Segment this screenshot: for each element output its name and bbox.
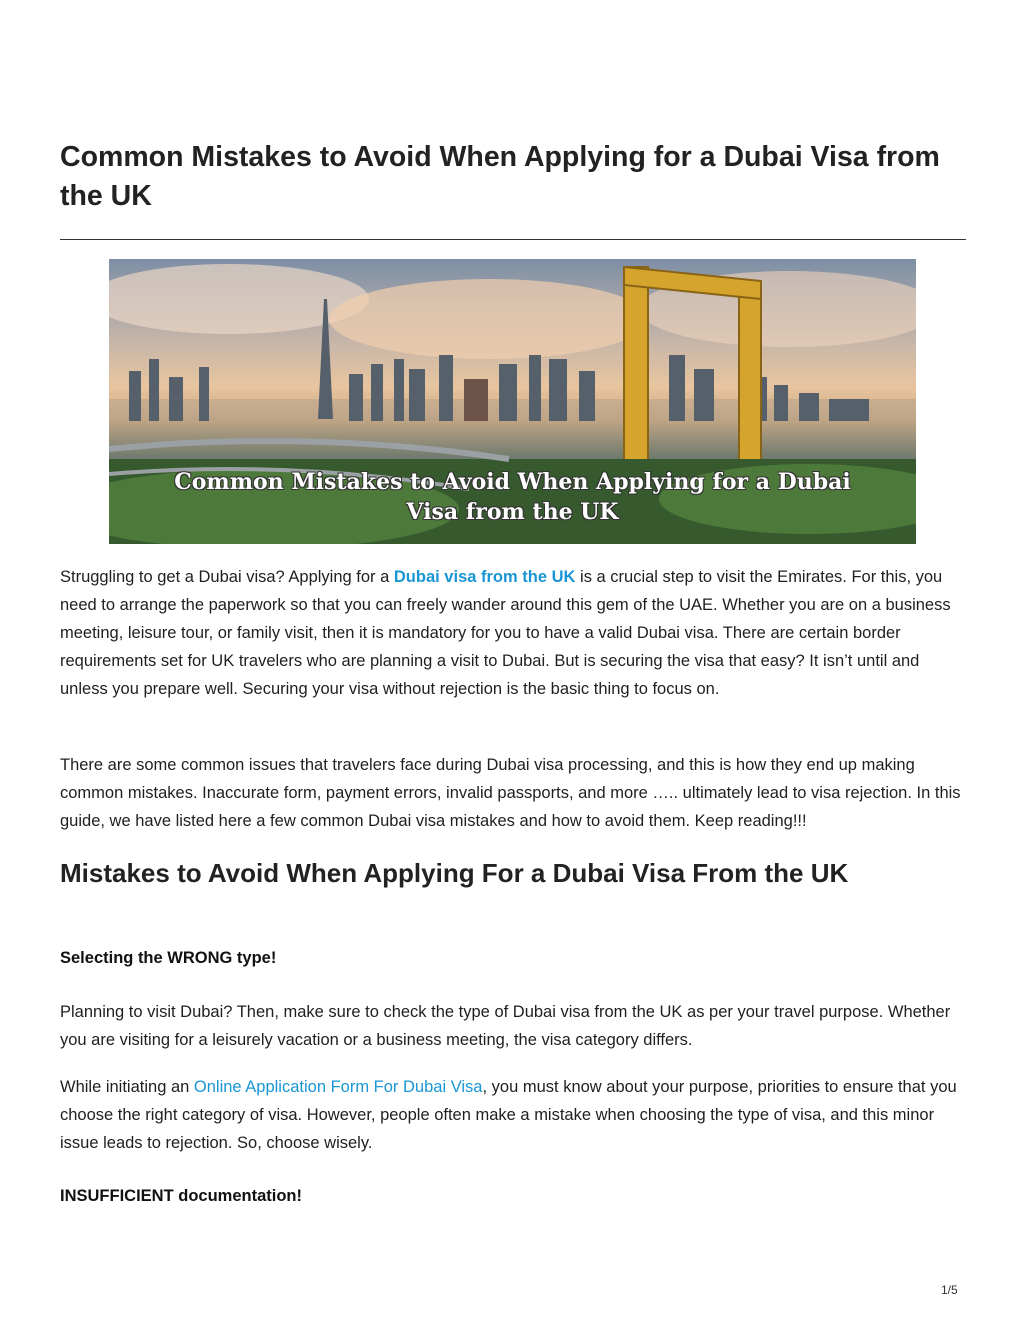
subheading-wrong-type: Selecting the WRONG type!: [60, 949, 277, 967]
title-divider: [60, 239, 966, 240]
issues-paragraph: There are some common issues that travelers face during Dubai visa processing, and this is how they end up making common mistakes. Inaccurate form, payment errors, invalid passports, and more ….. ultimately lead to visa rejection. In this guide, we have listed here a few common Dubai visa mistakes and how to avoid them. Keep reading!!!: [60, 756, 961, 830]
wrong-type-paragraph-1: Planning to visit Dubai? Then, make sure to check the type of Dubai visa from the UK as per your travel purpose. Whether you are visiting for a leisurely vacation or a business meeting, the visa category differs.: [60, 1003, 951, 1049]
hero-caption-line-2: Visa from the UK: [406, 499, 619, 525]
subheading-insufficient-docs: INSUFFICIENT documentation!: [60, 1187, 302, 1205]
wrong-type-paragraph-2: [60, 1073, 966, 1157]
hero-caption-line-1: Common Mistakes to Avoid When Applying for a Dubai: [174, 469, 851, 495]
hero-image: [109, 259, 916, 544]
intro-text-start: Struggling to get a Dubai visa? Applying for a: [60, 568, 394, 586]
para2-text-end: , you must know about your purpose, priorities to ensure that you choose the right category of visa. However, people often make a mistake when choosing the type of visa, and this minor issue leads to rejection. So, choose wisely.: [60, 1078, 957, 1152]
para2-text-start: While initiating an: [60, 1078, 194, 1096]
online-application-form-link[interactable]: Online Application Form For Dubai Visa: [193, 1078, 483, 1096]
intro-paragraph: [60, 563, 966, 703]
page-title: Common Mistakes to Avoid When Applying for a Dubai Visa from the UK: [60, 141, 940, 212]
intro-text-end: is a crucial step to visit the Emirates. For this, you need to arrange the paperwork so that you can freely wander around this gem of the UAE. Whether you are on a business meeting, leisure tour, or family visit, then it is mandatory for you to have a valid Dubai visa. There are certain border requirements set for UK travelers who are planning a visit to Dubai. But is securing the visa that easy? It isn’t until and unless you prepare well. Securing your visa without rejection is the basic thing to focus on.: [60, 568, 951, 698]
page-number: 1/5: [941, 1283, 958, 1297]
section-heading: Mistakes to Avoid When Applying For a Dubai Visa From the UK: [60, 858, 849, 888]
dubai-visa-uk-link[interactable]: Dubai visa from the UK: [393, 568, 576, 586]
